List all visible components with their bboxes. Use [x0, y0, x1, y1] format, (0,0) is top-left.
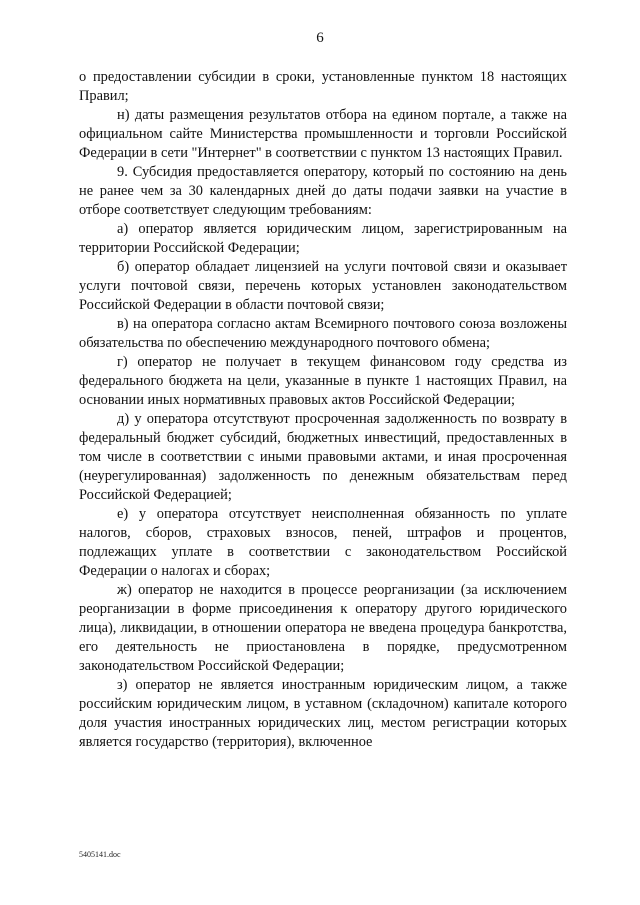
paragraph-p-a: а) оператор является юридическим лицом, зарегистрированным на территории Российской Федерации; — [79, 221, 567, 256]
paragraph-p-e: е) у оператора отсутствует неисполненная обязанность по уплате налогов, сборов, страховых взносов, пеней, штрафов и процентов, подлежащих уплате в соответствии с законодательством Российской Федерации о налогах и сборах; — [79, 506, 567, 579]
document-body — [79, 68, 567, 752]
paragraph-p-9: 9. Субсидия предоставляется оператору, который по состоянию на день не ранее чем за 30 календарных дней до даты подачи заявки на участие в отборе соответствует следующим требованиям: — [79, 164, 567, 218]
paragraph-p-d: д) у оператора отсутствуют просроченная задолженность по возврату в федеральный бюджет субсидий, бюджетных инвестиций, предоставленных в том числе в соответствии с иными правовыми актами, и иная просроченная (неурегулированная) задолженность по денежным обязательствам перед Российской Федерацией; — [79, 411, 567, 503]
page-number: 6 — [316, 30, 324, 46]
footer-file-code: 5405141.doc — [79, 850, 121, 859]
paragraph-p-z: з) оператор не является иностранным юридическим лицом, а также российским юридическим лицом, в уставном (складочном) капитале которого доля участия иностранных юридических лиц, местом регистрации которых является государство (территория), включенное — [79, 677, 567, 750]
paragraph-p-g: г) оператор не получает в текущем финансовом году средства из федерального бюджета на цели, указанные в пункте 1 настоящих Правил, на основании иных нормативных правовых актов Российской Федерации; — [79, 354, 567, 408]
paragraph-p-v: в) на оператора согласно актам Всемирного почтового союза возложены обязательства по обеспечению международного почтового обмена; — [79, 316, 567, 351]
paragraph-p-cont: о предоставлении субсидии в сроки, установленные пунктом 18 настоящих Правил; — [79, 69, 567, 104]
paragraph-p-zh: ж) оператор не находится в процессе реорганизации (за исключением реорганизации в форме присоединения к оператору другого юридического лица), ликвидации, в отношении оператора не введена процедура банкротства, его деятельность не приостановлена в порядке, предусмотренном законодательством Российской Федерации; — [79, 582, 567, 674]
paragraph-p-b: б) оператор обладает лицензией на услуги почтовой связи и оказывает услуги почтовой связи, перечень которых установлен законодательством Российской Федерации в области почтовой связи; — [79, 259, 567, 313]
paragraph-p-n: н) даты размещения результатов отбора на едином портале, а также на официальном сайте Министерства промышленности и торговли Российской Федерации в сети "Интернет" в соответствии с пунктом 13 настоящих Правил. — [79, 107, 567, 161]
